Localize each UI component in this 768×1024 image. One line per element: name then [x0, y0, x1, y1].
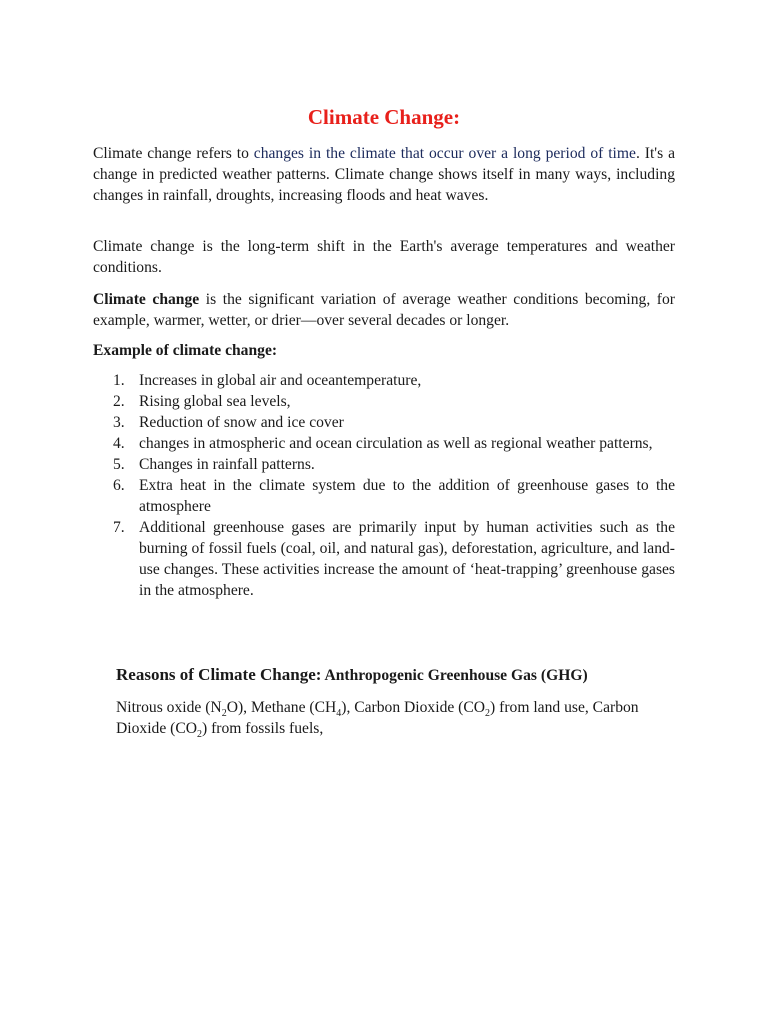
list-number: 5. — [113, 456, 125, 473]
list-number: 7. — [113, 519, 125, 536]
definition-text: is the significant variation of average weather conditions becoming, for example, warmer, wetter, or drier—over several decades or longer. — [93, 291, 675, 329]
examples-heading: Example of climate change: — [93, 342, 278, 359]
gas-text: ) from land use, Carbon Dioxide (CO — [116, 699, 639, 737]
list-number: 1. — [113, 372, 125, 389]
list-item — [93, 454, 675, 475]
intro-paragraph-2: Climate change is the long-term shift in the Earth's average temperatures and weather conditions. — [93, 238, 675, 276]
list-item-text: Reduction of snow and ice cover — [139, 414, 344, 431]
list-item — [93, 412, 675, 433]
gas-subscript: 2 — [221, 708, 227, 720]
intro-paragraph-3 — [93, 289, 675, 331]
list-item-text: Changes in rainfall patterns. — [139, 456, 315, 473]
gas-text: ), Carbon Dioxide (CO — [341, 699, 486, 716]
intro-highlight-link[interactable]: changes in the climate that occur over a long period of time — [253, 145, 636, 162]
list-item — [93, 517, 675, 601]
list-item — [93, 370, 675, 391]
list-item-text: Extra heat in the climate system due to the addition of greenhouse gases to the atmosphere — [139, 477, 675, 515]
list-number: 3. — [113, 414, 125, 431]
gas-subscript: 2 — [197, 729, 202, 741]
list-number: 4. — [113, 435, 125, 452]
definition-term: Climate change — [93, 291, 200, 308]
gas-text: Nitrous oxide (N — [116, 699, 222, 716]
list-item — [93, 475, 675, 517]
list-item-text: changes in atmospheric and ocean circulation as well as regional weather patterns, — [139, 435, 653, 452]
list-item — [93, 391, 675, 412]
reasons-heading — [116, 664, 588, 687]
gas-text: ) from fossils fuels, — [202, 720, 324, 737]
list-item-text: Increases in global air and oceantemperature, — [139, 372, 422, 389]
list-item-text: Rising global sea levels, — [139, 393, 291, 410]
gas-subscript: 4 — [336, 708, 342, 720]
page-title: Climate Change: — [307, 105, 461, 129]
intro-text-a: Climate change refers to — [93, 145, 254, 162]
reasons-subheading: Anthropogenic Greenhouse Gas (GHG) — [321, 667, 588, 684]
list-item-text: Additional greenhouse gases are primarily input by human activities such as the burning of fossil fuels (coal, oil, and natural gas), deforestation, agriculture, and land-use changes. These activities increase the amount of ‘heat-trapping’ greenhouse gases in the atmosphere. — [139, 519, 675, 599]
list-item — [93, 433, 675, 454]
intro-paragraph-1 — [93, 143, 675, 206]
list-number: 2. — [113, 393, 125, 410]
reasons-heading-main: Reasons of Climate Change: — [116, 665, 322, 684]
gas-text: O), Methane (CH — [226, 699, 337, 716]
intro-text-c: . It's a change in predicted weather patterns. Climate change shows itself in many ways, including changes in rainfall, droughts, increasing floods and heat waves. — [93, 145, 675, 204]
examples-list — [93, 370, 675, 601]
gases-paragraph — [116, 697, 676, 739]
list-number: 6. — [113, 477, 125, 494]
gas-subscript: 2 — [485, 708, 491, 720]
